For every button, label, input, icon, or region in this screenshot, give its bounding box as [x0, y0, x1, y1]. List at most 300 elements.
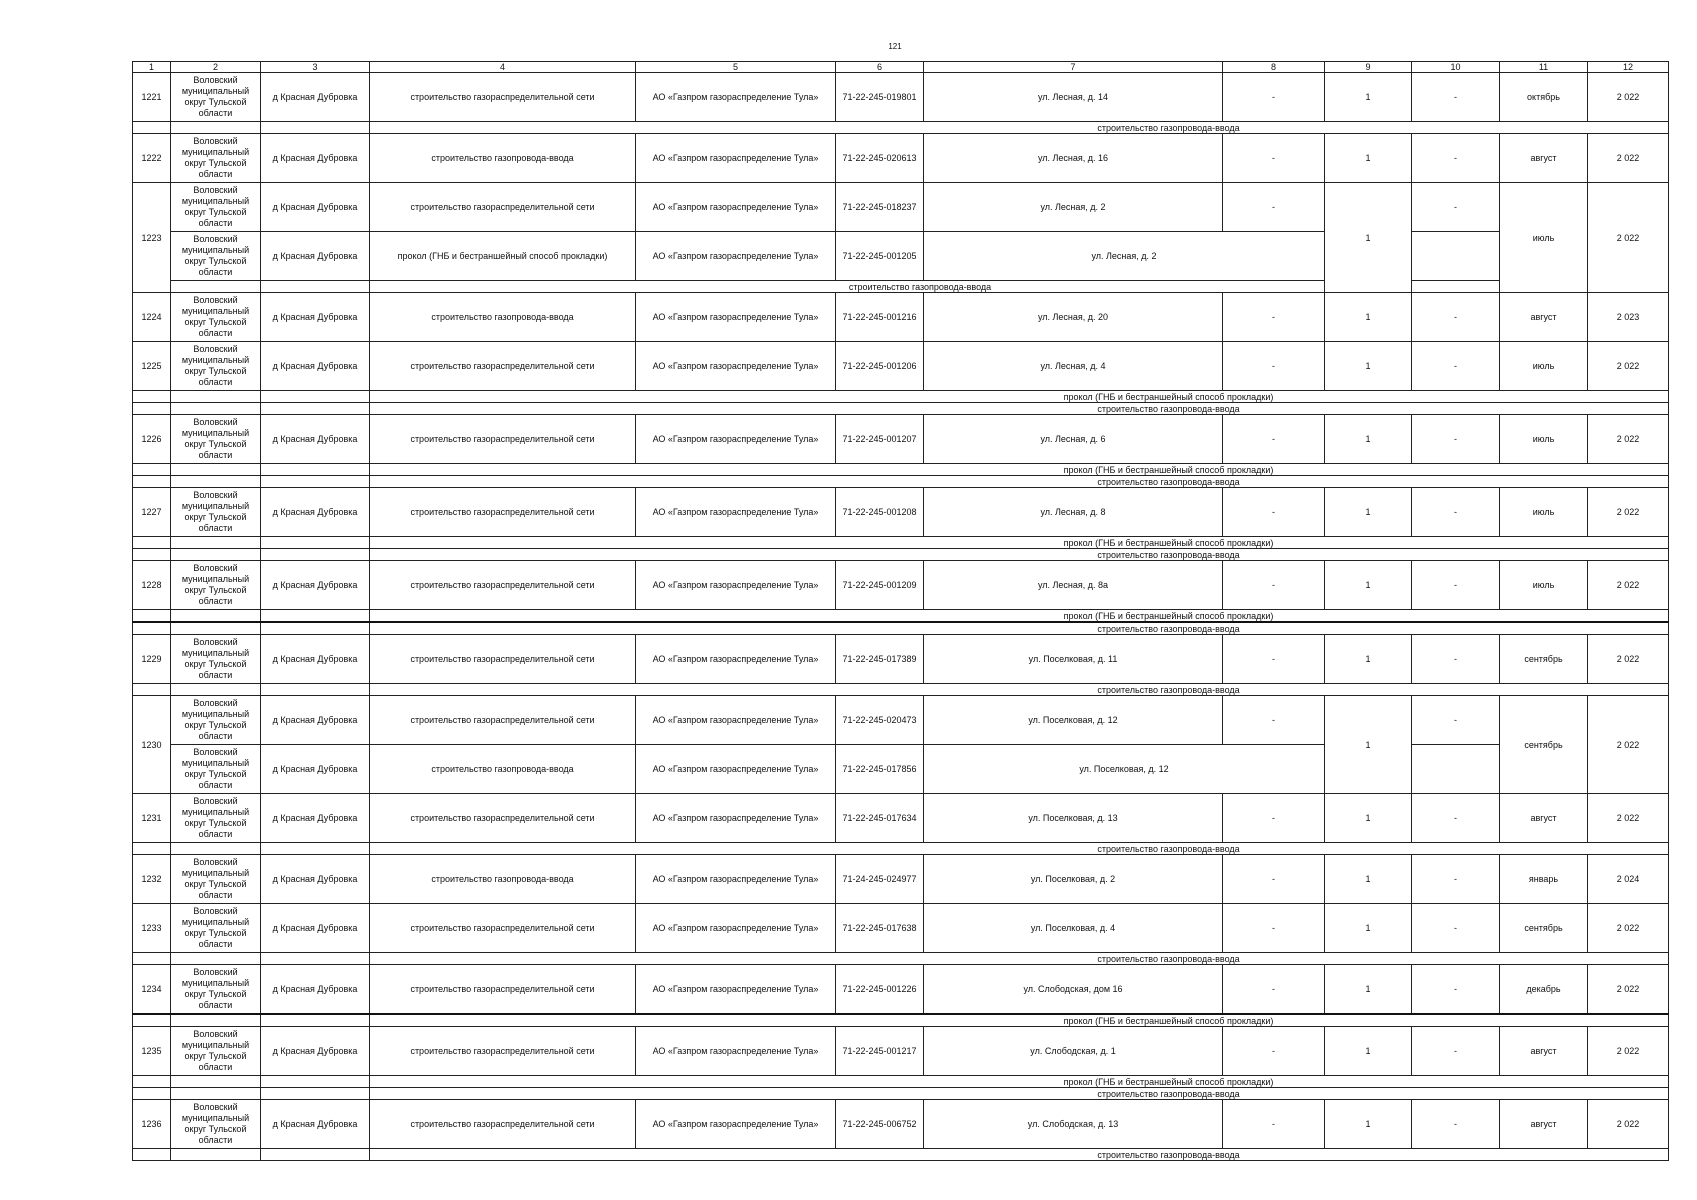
col9-cell: 1: [1325, 965, 1412, 1015]
month-cell: декабрь: [1500, 965, 1588, 1015]
address-cell: ул. Лесная, д. 2: [924, 232, 1325, 281]
district-cell: Воловский муниципальный округ Тульской области: [171, 134, 261, 183]
object-code-cell: 71-22-245-001206: [836, 342, 924, 391]
year-cell: 2 022: [1588, 696, 1669, 794]
company-cell: АО «Газпром газораспределение Тула»: [636, 1027, 836, 1076]
sub-empty: [133, 953, 171, 965]
village-cell: д Красная Дубровка: [261, 904, 370, 953]
col9-cell: 1: [1325, 855, 1412, 904]
object-code-cell: 71-22-245-001217: [836, 1027, 924, 1076]
row-number: 1230: [133, 696, 171, 794]
row-number: 1232: [133, 855, 171, 904]
col10-cell: -: [1412, 73, 1500, 122]
col8-cell: -: [1223, 794, 1325, 843]
object-code-cell: 71-22-245-001209: [836, 561, 924, 610]
sub-empty: [261, 476, 370, 488]
table-row: [133, 561, 1669, 610]
district-cell: Воловский муниципальный округ Тульской области: [171, 635, 261, 684]
sub-work-label: строительство газопровода-ввода: [370, 476, 1669, 488]
month-cell: июль: [1500, 183, 1588, 293]
sub-empty: [171, 953, 261, 965]
company-cell: АО «Газпром газораспределение Тула»: [636, 134, 836, 183]
year-cell: 2 022: [1588, 342, 1669, 391]
table-row: [133, 183, 1669, 232]
sub-work-label: прокол (ГНБ и бестраншейный способ прокладки): [370, 1014, 1669, 1027]
district-cell: Воловский муниципальный округ Тульской области: [171, 904, 261, 953]
sub-work-label: строительство газопровода-ввода: [370, 403, 1669, 415]
sub-row: [133, 122, 1669, 134]
sub-empty: [133, 391, 171, 403]
sub-empty: [133, 1149, 171, 1161]
year-cell: 2 022: [1588, 415, 1669, 464]
company-cell: АО «Газпром газораспределение Тула»: [636, 794, 836, 843]
company-cell: АО «Газпром газораспределение Тула»: [636, 635, 836, 684]
address-cell: ул. Лесная, д. 4: [924, 342, 1223, 391]
work-type-cell: строительство газопровода-ввода: [370, 745, 636, 794]
address-cell: ул. Слободская, дом 16: [924, 965, 1223, 1015]
object-code-cell: 71-22-245-020473: [836, 696, 924, 745]
village-cell: д Красная Дубровка: [261, 293, 370, 342]
work-type-cell: строительство газораспределительной сети: [370, 696, 636, 745]
sub-empty: [171, 476, 261, 488]
address-cell: ул. Поселковая, д. 12: [924, 696, 1223, 745]
sub-row: [133, 1088, 1669, 1100]
sub-work-label: строительство газопровода-ввода: [370, 281, 1412, 293]
month-cell: июль: [1500, 561, 1588, 610]
sub-row: [133, 549, 1669, 561]
district-cell: Воловский муниципальный округ Тульской области: [171, 794, 261, 843]
object-code-cell: 71-22-245-001205: [836, 232, 924, 281]
sub-empty: [171, 403, 261, 415]
district-cell: Воловский муниципальный округ Тульской области: [171, 293, 261, 342]
col10-cell: -: [1412, 855, 1500, 904]
col10-cell: [1412, 232, 1500, 281]
col10-cell: -: [1412, 293, 1500, 342]
sub-row: [133, 1149, 1669, 1161]
row-number: 1236: [133, 1100, 171, 1149]
col10-cell: -: [1412, 561, 1500, 610]
company-cell: АО «Газпром газораспределение Тула»: [636, 965, 836, 1015]
sub-row: [133, 537, 1669, 549]
district-cell: Воловский муниципальный округ Тульской области: [171, 1027, 261, 1076]
col10-cell: -: [1412, 696, 1500, 745]
district-cell: Воловский муниципальный округ Тульской области: [171, 1100, 261, 1149]
object-code-cell: 71-22-245-017634: [836, 794, 924, 843]
year-cell: 2 022: [1588, 794, 1669, 843]
district-cell: Воловский муниципальный округ Тульской области: [171, 415, 261, 464]
work-type-cell: строительство газораспределительной сети: [370, 183, 636, 232]
work-type-cell: строительство газораспределительной сети: [370, 561, 636, 610]
sub-empty: [261, 1076, 370, 1088]
row-number: 1229: [133, 635, 171, 684]
sub-work-label: строительство газопровода-ввода: [370, 622, 1669, 635]
sub-work-label: прокол (ГНБ и бестраншейный способ прокладки): [370, 610, 1669, 623]
sub-empty: [171, 1088, 261, 1100]
address-cell: ул. Поселковая, д. 2: [924, 855, 1223, 904]
sub-empty: [133, 122, 171, 134]
sub-empty: [261, 403, 370, 415]
sub-empty: [133, 843, 171, 855]
table-row: [133, 134, 1669, 183]
sub-empty: [171, 122, 261, 134]
sub-empty: [171, 843, 261, 855]
object-code-cell: 71-22-245-001208: [836, 488, 924, 537]
object-code-cell: 71-22-245-001226: [836, 965, 924, 1015]
col8-cell: -: [1223, 293, 1325, 342]
row-number: 1225: [133, 342, 171, 391]
sub-work-label: прокол (ГНБ и бестраншейный способ прокладки): [370, 464, 1669, 476]
address-cell: ул. Лесная, д. 16: [924, 134, 1223, 183]
sub-empty: [171, 610, 261, 623]
col8-cell: -: [1223, 183, 1325, 232]
year-cell: 2 024: [1588, 855, 1669, 904]
table-row: [133, 73, 1669, 122]
sub-work-label: прокол (ГНБ и бестраншейный способ прокладки): [370, 537, 1669, 549]
sub-empty: [171, 1149, 261, 1161]
company-cell: АО «Газпром газораспределение Тула»: [636, 745, 836, 794]
object-code-cell: 71-22-245-020613: [836, 134, 924, 183]
object-code-cell: 71-24-245-024977: [836, 855, 924, 904]
object-code-cell: 71-22-245-018237: [836, 183, 924, 232]
district-cell: Воловский муниципальный округ Тульской области: [171, 232, 261, 281]
object-code-cell: 71-22-245-001216: [836, 293, 924, 342]
object-code-cell: 71-22-245-001207: [836, 415, 924, 464]
col-header: 6: [836, 62, 924, 73]
table-row: [133, 1100, 1669, 1149]
col9-cell: 1: [1325, 73, 1412, 122]
sub-row: [133, 684, 1669, 696]
work-type-cell: строительство газопровода-ввода: [370, 855, 636, 904]
sub-row: [133, 464, 1669, 476]
address-cell: ул. Лесная, д. 8: [924, 488, 1223, 537]
row-number: 1224: [133, 293, 171, 342]
year-cell: 2 022: [1588, 488, 1669, 537]
address-cell: ул. Поселковая, д. 12: [924, 745, 1325, 794]
sub-row: [133, 1014, 1669, 1027]
sub-empty: [171, 464, 261, 476]
work-type-cell: строительство газораспределительной сети: [370, 635, 636, 684]
page-number: 121: [888, 42, 902, 51]
registry-table: [132, 61, 1669, 1161]
col8-cell: -: [1223, 904, 1325, 953]
district-cell: Воловский муниципальный округ Тульской области: [171, 488, 261, 537]
sub-row: [133, 843, 1669, 855]
sub-row: [133, 476, 1669, 488]
sub-empty: [261, 684, 370, 696]
col-header: 12: [1588, 62, 1669, 73]
sub-empty: [133, 1014, 171, 1027]
district-cell: Воловский муниципальный округ Тульской области: [171, 696, 261, 745]
sub-empty: [261, 843, 370, 855]
col8-cell: -: [1223, 73, 1325, 122]
village-cell: д Красная Дубровка: [261, 134, 370, 183]
village-cell: д Красная Дубровка: [261, 73, 370, 122]
year-cell: 2 022: [1588, 134, 1669, 183]
table-row: [133, 232, 1669, 281]
work-type-cell: строительство газораспределительной сети: [370, 904, 636, 953]
col-header: 11: [1500, 62, 1588, 73]
sub-empty: [261, 1149, 370, 1161]
col9-cell: 1: [1325, 342, 1412, 391]
sub-empty: [133, 476, 171, 488]
sub-empty: [261, 391, 370, 403]
month-cell: август: [1500, 1100, 1588, 1149]
sub-empty: [261, 537, 370, 549]
col10-cell: -: [1412, 635, 1500, 684]
col9-cell: 1: [1325, 488, 1412, 537]
village-cell: д Красная Дубровка: [261, 183, 370, 232]
row-number: 1222: [133, 134, 171, 183]
sub-row: [133, 403, 1669, 415]
table-body: [133, 62, 1669, 1161]
col10-cell: -: [1412, 794, 1500, 843]
year-cell: 2 023: [1588, 293, 1669, 342]
col8-cell: -: [1223, 635, 1325, 684]
month-cell: август: [1500, 293, 1588, 342]
col10-cell: -: [1412, 415, 1500, 464]
village-cell: д Красная Дубровка: [261, 1100, 370, 1149]
address-cell: ул. Слободская, д. 1: [924, 1027, 1223, 1076]
month-cell: июль: [1500, 415, 1588, 464]
row-number: 1227: [133, 488, 171, 537]
sub-empty: [171, 537, 261, 549]
village-cell: д Красная Дубровка: [261, 415, 370, 464]
month-cell: июль: [1500, 342, 1588, 391]
sub-row: [133, 391, 1669, 403]
work-type-cell: прокол (ГНБ и бестраншейный способ прокладки): [370, 232, 636, 281]
row-number: 1228: [133, 561, 171, 610]
row-number: 1233: [133, 904, 171, 953]
sub-empty: [261, 622, 370, 635]
row-number: 1221: [133, 73, 171, 122]
sub-empty: [133, 537, 171, 549]
sub-empty: [261, 1014, 370, 1027]
village-cell: д Красная Дубровка: [261, 745, 370, 794]
sub-empty: [133, 684, 171, 696]
sub-row: [133, 281, 1669, 293]
col10-cell: -: [1412, 1100, 1500, 1149]
year-cell: 2 022: [1588, 73, 1669, 122]
sub-empty: [261, 610, 370, 623]
year-cell: 2 022: [1588, 561, 1669, 610]
sub-empty: [133, 464, 171, 476]
sub-empty: [261, 953, 370, 965]
col9-cell: 1: [1325, 415, 1412, 464]
work-type-cell: строительство газораспределительной сети: [370, 965, 636, 1015]
company-cell: АО «Газпром газораспределение Тула»: [636, 232, 836, 281]
address-cell: ул. Лесная, д. 20: [924, 293, 1223, 342]
month-cell: октябрь: [1500, 73, 1588, 122]
sub-work-label: строительство газопровода-ввода: [370, 1088, 1669, 1100]
sub-work-label: строительство газопровода-ввода: [370, 843, 1669, 855]
sub-work-label: строительство газопровода-ввода: [370, 953, 1669, 965]
table-row: [133, 965, 1669, 1015]
sub-empty: [171, 622, 261, 635]
month-cell: август: [1500, 794, 1588, 843]
village-cell: д Красная Дубровка: [261, 488, 370, 537]
col10-cell: -: [1412, 134, 1500, 183]
month-cell: сентябрь: [1500, 635, 1588, 684]
address-cell: ул. Поселковая, д. 13: [924, 794, 1223, 843]
col10-cell: -: [1412, 904, 1500, 953]
address-cell: ул. Лесная, д. 14: [924, 73, 1223, 122]
table-row: [133, 855, 1669, 904]
address-cell: ул. Поселковая, д. 11: [924, 635, 1223, 684]
sub-empty: [171, 391, 261, 403]
col9-cell: 1: [1325, 794, 1412, 843]
col10-cell: [1412, 745, 1500, 794]
month-cell: август: [1500, 1027, 1588, 1076]
col-header: 1: [133, 62, 171, 73]
col-header: 3: [261, 62, 370, 73]
work-type-cell: строительство газопровода-ввода: [370, 134, 636, 183]
col10-cell: -: [1412, 965, 1500, 1015]
work-type-cell: строительство газораспределительной сети: [370, 1100, 636, 1149]
address-cell: ул. Поселковая, д. 4: [924, 904, 1223, 953]
col-header: 8: [1223, 62, 1325, 73]
company-cell: АО «Газпром газораспределение Тула»: [636, 696, 836, 745]
object-code-cell: 71-22-245-006752: [836, 1100, 924, 1149]
col8-cell: -: [1223, 1027, 1325, 1076]
header-row: [133, 62, 1669, 73]
sub-empty: [171, 1014, 261, 1027]
col9-cell: 1: [1325, 1100, 1412, 1149]
sub-empty: [133, 403, 171, 415]
sub-row: [133, 953, 1669, 965]
table-row: [133, 696, 1669, 745]
col8-cell: -: [1223, 561, 1325, 610]
col-header: 2: [171, 62, 261, 73]
object-code-cell: 71-22-245-017638: [836, 904, 924, 953]
col8-cell: -: [1223, 488, 1325, 537]
work-type-cell: строительство газораспределительной сети: [370, 794, 636, 843]
table-row: [133, 293, 1669, 342]
object-code-cell: 71-22-245-019801: [836, 73, 924, 122]
col8-cell: -: [1223, 134, 1325, 183]
table-row: [133, 904, 1669, 953]
row-number: 1226: [133, 415, 171, 464]
sub-work-label: строительство газопровода-ввода: [370, 549, 1669, 561]
col9-cell: 1: [1325, 134, 1412, 183]
work-type-cell: строительство газопровода-ввода: [370, 293, 636, 342]
sub-empty: [133, 1076, 171, 1088]
year-cell: 2 022: [1588, 965, 1669, 1015]
sub-work-label: прокол (ГНБ и бестраншейный способ прокладки): [370, 391, 1669, 403]
col10-cell: -: [1412, 488, 1500, 537]
address-cell: ул. Слободская, д. 13: [924, 1100, 1223, 1149]
village-cell: д Красная Дубровка: [261, 794, 370, 843]
sub-empty: [261, 281, 370, 293]
col-header: 10: [1412, 62, 1500, 73]
address-cell: ул. Лесная, д. 6: [924, 415, 1223, 464]
month-cell: сентябрь: [1500, 904, 1588, 953]
address-cell: ул. Лесная, д. 2: [924, 183, 1223, 232]
sub-empty: [261, 1088, 370, 1100]
col-header: 9: [1325, 62, 1412, 73]
col9-cell: 1: [1325, 1027, 1412, 1076]
col9-cell: 1: [1325, 293, 1412, 342]
col8-cell: -: [1223, 1100, 1325, 1149]
col10-cell: -: [1412, 183, 1500, 232]
sub-empty: [261, 549, 370, 561]
company-cell: АО «Газпром газораспределение Тула»: [636, 904, 836, 953]
company-cell: АО «Газпром газораспределение Тула»: [636, 183, 836, 232]
village-cell: д Красная Дубровка: [261, 855, 370, 904]
work-type-cell: строительство газораспределительной сети: [370, 415, 636, 464]
sub-empty: [133, 1088, 171, 1100]
year-cell: 2 022: [1588, 635, 1669, 684]
table-row: [133, 342, 1669, 391]
sub-empty: [171, 549, 261, 561]
company-cell: АО «Газпром газораспределение Тула»: [636, 488, 836, 537]
district-cell: Воловский муниципальный округ Тульской области: [171, 73, 261, 122]
sub-empty: [1412, 281, 1500, 293]
work-type-cell: строительство газораспределительной сети: [370, 73, 636, 122]
col9-cell: 1: [1325, 904, 1412, 953]
col8-cell: -: [1223, 855, 1325, 904]
district-cell: Воловский муниципальный округ Тульской области: [171, 342, 261, 391]
company-cell: АО «Газпром газораспределение Тула»: [636, 561, 836, 610]
sub-empty: [133, 622, 171, 635]
col10-cell: -: [1412, 1027, 1500, 1076]
table-row: [133, 1027, 1669, 1076]
sub-empty: [261, 464, 370, 476]
company-cell: АО «Газпром газораспределение Тула»: [636, 342, 836, 391]
col10-cell: -: [1412, 342, 1500, 391]
month-cell: август: [1500, 134, 1588, 183]
month-cell: январь: [1500, 855, 1588, 904]
village-cell: д Красная Дубровка: [261, 561, 370, 610]
sub-row: [133, 622, 1669, 635]
month-cell: июль: [1500, 488, 1588, 537]
work-type-cell: строительство газораспределительной сети: [370, 1027, 636, 1076]
sub-empty: [171, 1076, 261, 1088]
table-row: [133, 745, 1669, 794]
col-header: 5: [636, 62, 836, 73]
district-cell: Воловский муниципальный округ Тульской области: [171, 745, 261, 794]
table-row: [133, 635, 1669, 684]
row-number: 1234: [133, 965, 171, 1015]
table-row: [133, 488, 1669, 537]
table-row: [133, 794, 1669, 843]
district-cell: Воловский муниципальный округ Тульской области: [171, 561, 261, 610]
sub-work-label: строительство газопровода-ввода: [370, 684, 1669, 696]
year-cell: 2 022: [1588, 1100, 1669, 1149]
object-code-cell: 71-22-245-017856: [836, 745, 924, 794]
village-cell: д Красная Дубровка: [261, 342, 370, 391]
company-cell: АО «Газпром газораспределение Тула»: [636, 1100, 836, 1149]
sub-row: [133, 1076, 1669, 1088]
village-cell: д Красная Дубровка: [261, 696, 370, 745]
company-cell: АО «Газпром газораспределение Тула»: [636, 73, 836, 122]
company-cell: АО «Газпром газораспределение Тула»: [636, 855, 836, 904]
row-number: 1223: [133, 183, 171, 293]
sub-empty: [133, 549, 171, 561]
table-row: [133, 415, 1669, 464]
col9-cell: 1: [1325, 696, 1412, 794]
month-cell: сентябрь: [1500, 696, 1588, 794]
col8-cell: -: [1223, 342, 1325, 391]
col8-cell: -: [1223, 415, 1325, 464]
year-cell: 2 022: [1588, 183, 1669, 293]
village-cell: д Красная Дубровка: [261, 635, 370, 684]
sub-empty: [261, 122, 370, 134]
sub-work-label: прокол (ГНБ и бестраншейный способ прокладки): [370, 1076, 1669, 1088]
row-number: 1231: [133, 794, 171, 843]
col-header: 4: [370, 62, 636, 73]
company-cell: АО «Газпром газораспределение Тула»: [636, 293, 836, 342]
sub-work-label: строительство газопровода-ввода: [370, 122, 1669, 134]
